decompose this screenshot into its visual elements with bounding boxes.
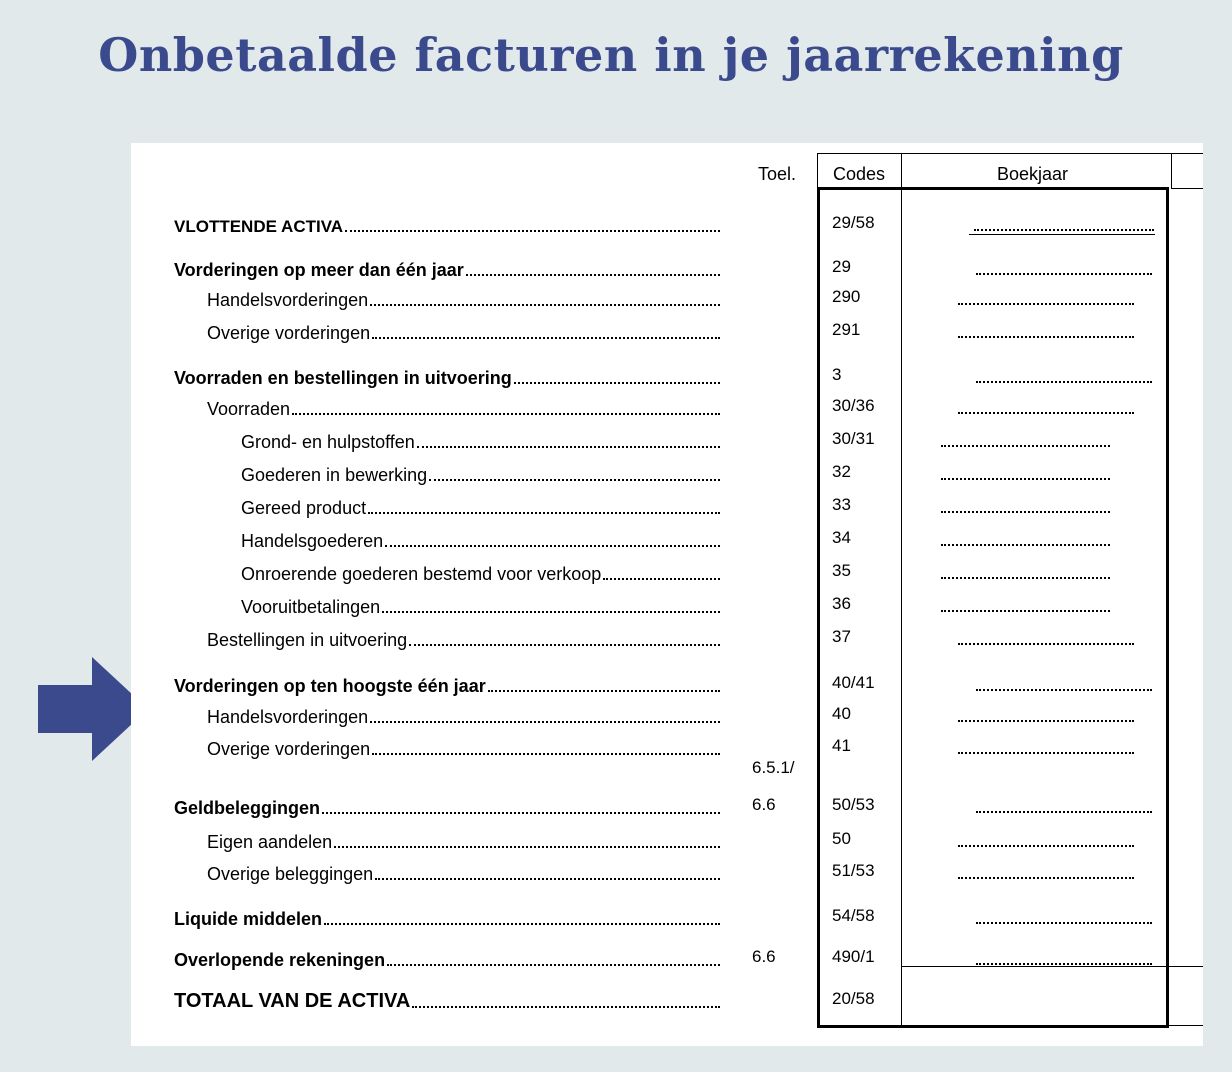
dotted-leader xyxy=(334,846,720,848)
dotted-leader xyxy=(382,611,720,613)
dotted-leader xyxy=(345,230,720,232)
table-row xyxy=(131,987,1203,1015)
dotted-leader xyxy=(488,690,720,692)
row-toel: 6.6 xyxy=(752,947,776,966)
amount-field[interactable] xyxy=(958,412,1134,414)
row-label-text: Handelsgoederen xyxy=(241,531,384,551)
row-label-text: Onroerende goederen bestemd voor verkoop xyxy=(241,564,602,584)
row-label-text: Voorraden xyxy=(207,399,291,419)
table-row xyxy=(131,255,1203,283)
dotted-leader xyxy=(372,753,720,755)
row-label-text: TOTAAL VAN DE ACTIVA xyxy=(174,990,411,1012)
row-label xyxy=(207,734,720,760)
amount-field[interactable] xyxy=(958,303,1134,305)
row-label xyxy=(174,904,720,930)
table-row xyxy=(131,945,1203,973)
dotted-leader xyxy=(375,878,720,880)
row-code: 3 xyxy=(832,365,842,384)
table-row xyxy=(131,427,1203,455)
grid-line xyxy=(817,1025,1169,1028)
row-code: 32 xyxy=(832,462,851,481)
amount-field[interactable] xyxy=(958,845,1134,847)
amount-field[interactable] xyxy=(958,643,1134,645)
row-code: 37 xyxy=(832,627,851,646)
grid-line xyxy=(1171,153,1172,188)
table-row xyxy=(131,758,1203,821)
row-code: 34 xyxy=(832,528,851,547)
row-label-text: Goederen in bewerking xyxy=(241,465,428,485)
header-boekjaar: Boekjaar xyxy=(997,164,1069,184)
dotted-leader xyxy=(324,923,720,925)
amount-field[interactable] xyxy=(958,336,1134,338)
table-row xyxy=(131,318,1203,346)
dotted-leader xyxy=(385,545,720,547)
table-row xyxy=(131,827,1203,855)
amount-underline xyxy=(969,234,1155,235)
row-label xyxy=(174,987,720,1013)
amount-field[interactable] xyxy=(976,811,1152,813)
row-label xyxy=(207,859,720,885)
table-row xyxy=(131,671,1203,699)
row-label-text: Overlopende rekeningen xyxy=(174,950,386,970)
dotted-leader xyxy=(417,446,720,448)
amount-field[interactable] xyxy=(958,720,1134,722)
table-row xyxy=(131,734,1203,762)
table-row xyxy=(131,493,1203,521)
row-label-text: Voorraden en bestellingen in uitvoering xyxy=(174,368,512,388)
table-row xyxy=(131,859,1203,887)
amount-field[interactable] xyxy=(941,577,1110,579)
row-label xyxy=(174,255,720,281)
dotted-leader xyxy=(370,304,720,306)
amount-field[interactable] xyxy=(941,511,1110,513)
row-code: 40 xyxy=(832,704,851,723)
dotted-leader xyxy=(466,274,720,276)
row-code: 30/31 xyxy=(832,429,875,448)
row-label xyxy=(241,592,720,618)
row-label xyxy=(174,363,720,389)
table-row xyxy=(131,211,1203,239)
row-code: 29 xyxy=(832,257,851,276)
dotted-leader xyxy=(322,812,720,814)
row-label-text: Liquide middelen xyxy=(174,909,323,929)
grid-line xyxy=(817,187,1169,190)
row-label-text: Gereed product xyxy=(241,498,367,518)
row-code: 36 xyxy=(832,594,851,613)
row-label-text: Geldbeleggingen xyxy=(174,798,321,818)
amount-field[interactable] xyxy=(976,381,1152,383)
grid-line xyxy=(901,153,902,1026)
row-label xyxy=(174,793,720,819)
table-row xyxy=(131,559,1203,587)
row-code: 54/58 xyxy=(832,906,875,925)
row-label xyxy=(207,702,720,728)
row-code: 40/41 xyxy=(832,673,875,692)
amount-field[interactable] xyxy=(941,610,1110,612)
dotted-leader xyxy=(412,1006,720,1008)
row-label xyxy=(174,945,720,971)
table-row xyxy=(131,904,1203,932)
row-label xyxy=(174,211,720,237)
dotted-leader xyxy=(370,721,720,723)
row-label-text: Vorderingen op ten hoogste één jaar xyxy=(174,676,486,696)
amount-field[interactable] xyxy=(941,478,1110,480)
row-label-text: Overige beleggingen xyxy=(207,864,374,884)
row-toel: 6.6 xyxy=(752,795,776,814)
row-label xyxy=(207,625,720,651)
dotted-leader xyxy=(429,479,720,481)
table-row xyxy=(131,526,1203,554)
row-label xyxy=(241,526,720,552)
amount-field[interactable] xyxy=(976,963,1152,965)
amount-field[interactable] xyxy=(976,273,1152,275)
row-label xyxy=(174,671,720,697)
dotted-leader xyxy=(409,644,720,646)
row-code: 291 xyxy=(832,320,861,339)
table-row xyxy=(131,625,1203,653)
row-code: 20/58 xyxy=(832,989,875,1008)
row-label-text: Grond- en hulpstoffen xyxy=(241,432,415,452)
row-code: 30/36 xyxy=(832,396,875,415)
row-code: 490/1 xyxy=(832,947,875,966)
row-code: 33 xyxy=(832,495,851,514)
row-label xyxy=(207,285,720,311)
page-title: Onbetaalde facturen in je jaarrekening xyxy=(98,28,1124,82)
row-toel: 6.5.1/ xyxy=(752,758,795,777)
row-label xyxy=(207,827,720,853)
amount-field[interactable] xyxy=(976,689,1152,691)
row-code: 51/53 xyxy=(832,861,875,880)
table-row xyxy=(131,702,1203,730)
amount-field[interactable] xyxy=(941,445,1110,447)
table-row xyxy=(131,460,1203,488)
grid-line xyxy=(817,153,818,188)
row-label-text: VLOTTENDE ACTIVA xyxy=(174,217,344,236)
row-label-text: Handelsvorderingen xyxy=(207,707,369,727)
row-label-text: Vooruitbetalingen xyxy=(241,597,381,617)
row-label xyxy=(207,318,720,344)
row-code: 35 xyxy=(832,561,851,580)
row-code: 50/53 xyxy=(832,795,875,814)
row-code: 41 xyxy=(832,736,851,755)
dotted-leader xyxy=(372,337,720,339)
amount-field[interactable] xyxy=(958,752,1134,754)
balance-sheet-excerpt xyxy=(131,143,1203,1046)
row-label xyxy=(241,427,720,453)
row-label-text: Handelsvorderingen xyxy=(207,290,369,310)
grid-line xyxy=(1169,1025,1203,1026)
amount-field[interactable] xyxy=(974,229,1154,231)
grid-line xyxy=(1171,188,1203,189)
row-code: 290 xyxy=(832,287,861,306)
table-row xyxy=(131,394,1203,422)
table-row xyxy=(131,285,1203,313)
table-row xyxy=(131,592,1203,620)
dotted-leader xyxy=(603,578,720,580)
dotted-leader xyxy=(292,413,720,415)
row-label xyxy=(241,559,720,585)
amount-field[interactable] xyxy=(976,922,1152,924)
row-label xyxy=(241,460,720,486)
row-code: 50 xyxy=(832,829,851,848)
table-row xyxy=(131,363,1203,391)
row-label-text: Eigen aandelen xyxy=(207,832,333,852)
grid-line xyxy=(817,153,1203,154)
row-label-text: Bestellingen in uitvoering xyxy=(207,630,408,650)
row-label-text: Overige vorderingen xyxy=(207,323,371,343)
dotted-leader xyxy=(368,512,720,514)
dotted-leader xyxy=(514,382,720,384)
amount-field[interactable] xyxy=(941,544,1110,546)
row-label-text: Vorderingen op meer dan één jaar xyxy=(174,260,464,280)
row-label-text: Overige vorderingen xyxy=(207,739,371,759)
row-label xyxy=(207,394,720,420)
row-label xyxy=(241,493,720,519)
row-code: 29/58 xyxy=(832,213,875,232)
dotted-leader xyxy=(387,964,720,966)
header-toel: Toel. xyxy=(758,164,797,184)
amount-field[interactable] xyxy=(958,877,1134,879)
header-codes: Codes xyxy=(833,164,886,184)
